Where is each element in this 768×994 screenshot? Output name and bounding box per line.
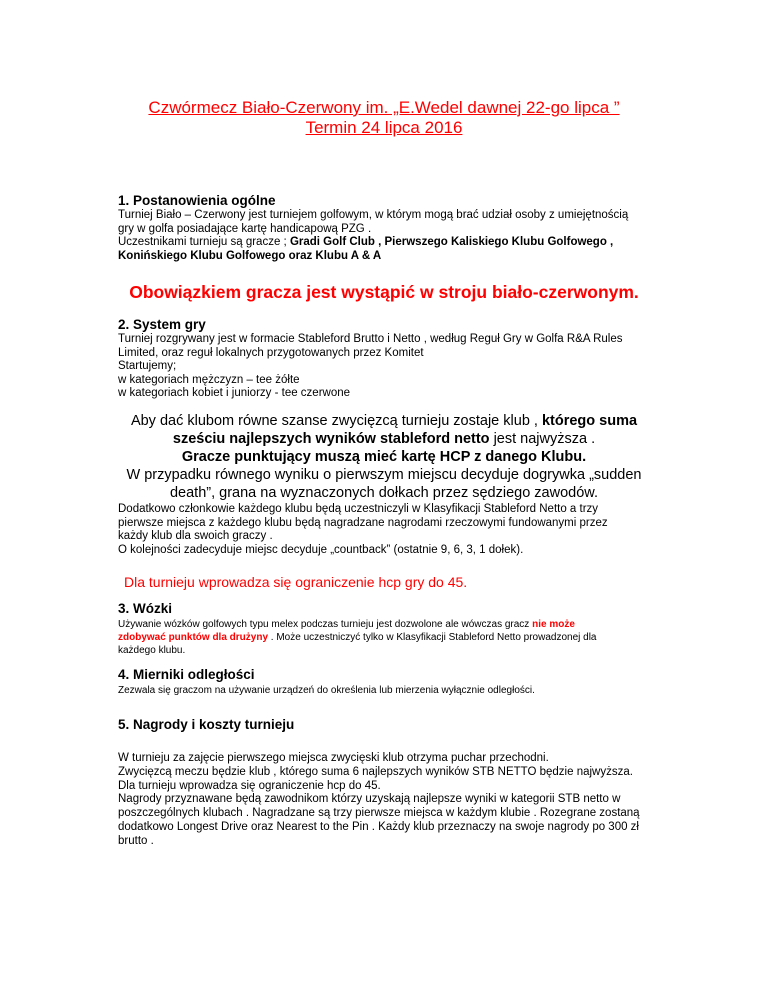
paragraph-line: W turnieju za zajęcie pierwszego miejsca zwycięski klub otrzyma puchar przechodni. (118, 752, 549, 764)
paragraph-line: O kolejności zadecyduje miejsc decyduje „countback” (ostatnie 9, 6, 3, 1 dołek). (118, 543, 524, 556)
paragraph-line: Zezwala się graczom na używanie urządzeń do określenia lub mierzenia wyłącznie odległości. (118, 685, 535, 696)
text-run-red: nie może (532, 619, 575, 630)
section-4-body (118, 684, 678, 697)
section-4-heading: 4. Mierniki odległości (118, 667, 255, 682)
paragraph-line: pierwsze miejsca z każdego klubu będą nagradzane nagrodami rzeczowymi fundowanymi przez (118, 516, 608, 529)
paragraph-line: Turniej Biało – Czerwony jest turniejem golfowym, w którym mogą brać udział osoby z umiejętnością (118, 209, 629, 221)
text-run: Używanie wózków golfowych typu melex podczas turnieju jest dozwolone ale wówczas gracz (118, 619, 533, 630)
section-1-heading: 1. Postanowienia ogólne (118, 193, 276, 208)
paragraph-line (60, 430, 708, 448)
section-3-body (118, 618, 678, 657)
text-run: Aby dać klubom równe szanse zwycięzcą turnieju zostaje klub , (130, 413, 542, 429)
paragraph-line: w kategoriach kobiet i juniorzy - tee czerwone (118, 387, 351, 399)
text-run-bold: którego suma (541, 413, 638, 429)
paragraph-line: W przypadku równego wyniku o pierwszym miejscu decyduje dogrywka „sudden (126, 467, 642, 483)
paragraph-line (118, 631, 678, 644)
section-5-body (118, 752, 678, 849)
section-2-body (118, 333, 678, 401)
paragraph-line: brutto . (118, 834, 154, 847)
paragraph-line: Startujemy; (118, 360, 177, 372)
section-2-heading: 2. System gry (118, 317, 206, 332)
participants-clubs: Gradi Golf Club , Pierwszego Kaliskiego Klubu Golfowego , (289, 236, 614, 248)
paragraph-line: Nagrody przyznawane będą zawodnikom którzy uzyskają najlepsze wyniki w kategorii STB netto w (118, 793, 621, 806)
section-5-heading: 5. Nagrody i koszty turnieju (118, 717, 295, 732)
paragraph-line: każdego klubu. (118, 645, 186, 656)
paragraph-line: Dla turnieju wprowadza się ograniczenie hcp do 45. (118, 779, 381, 792)
paragraph-line (118, 618, 678, 631)
hcp-limit-notice: Dla turnieju wprowadza się ograniczenie hcp gry do 45. (124, 574, 468, 590)
paragraph-line (118, 236, 678, 250)
paragraph-line: death”, grana na wyznaczonych dołkach przez sędziego zawodów. (169, 485, 598, 501)
paragraph-line: każdy klub dla swoich graczy . (118, 530, 273, 542)
paragraph-line: Gracze punktujący muszą mieć kartę HCP z danego Klubu. (181, 449, 587, 465)
text-run: jest najwyższa . (489, 431, 596, 447)
section-3-heading: 3. Wózki (118, 601, 173, 616)
winner-rules-block (60, 412, 708, 502)
section-1-body (118, 209, 678, 263)
paragraph-line (60, 412, 708, 430)
paragraph-line: Limited, oraz reguł lokalnych przygotowanych przez Komitet (118, 346, 424, 359)
section-2-extra (118, 503, 678, 557)
paragraph-line: Dodatkowo członkowie każdego klubu będą uczestniczyli w Klasyfikacji Stableford Netto a trzy (118, 503, 599, 515)
paragraph-line: Turniej rozgrywany jest w formacie Stableford Brutto i Netto , według Reguł Gry w Golfa R&A Rules (118, 333, 623, 345)
document-title: Czwórmecz Biało-Czerwony im. „E.Wedel dawnej 22-go lipca ” (148, 98, 620, 117)
participants-intro: Uczestnikami turnieju są gracze ; (118, 236, 290, 248)
text-run-bold: sześciu najlepszych wyników stableford netto (172, 431, 490, 447)
paragraph-line: gry w golfa posiadające kartę handicapową PZG . (118, 222, 372, 235)
paragraph-line: poszczególnych klubach . Nagradzane są trzy pierwsze miejsca w każdym klubie . Rozegrane zostaną (118, 807, 640, 820)
text-run-red: zdobywać punktów dla drużyny (118, 632, 269, 643)
paragraph-line: Zwycięzcą meczu będzie klub , którego suma 6 najlepszych wyników STB NETTO będzie najwyższa. (118, 765, 633, 778)
document-date: Termin 24 lipca 2016 (305, 118, 463, 137)
participants-clubs-continued: Konińskiego Klubu Golfowego oraz Klubu A & A (118, 249, 382, 262)
paragraph-line: dodatkowo Longest Drive oraz Nearest to the Pin . Każdy klub przeznaczy na swoje nagrody po 300 zł (118, 820, 639, 833)
paragraph-line: w kategoriach mężczyzn – tee żółte (118, 373, 300, 386)
dress-code-notice: Obowiązkiem gracza jest wystąpić w stroju biało-czerwonym. (129, 282, 639, 302)
text-run: . Może uczestniczyć tylko w Klasyfikacji Stableford Netto prowadzonej dla (268, 632, 597, 643)
